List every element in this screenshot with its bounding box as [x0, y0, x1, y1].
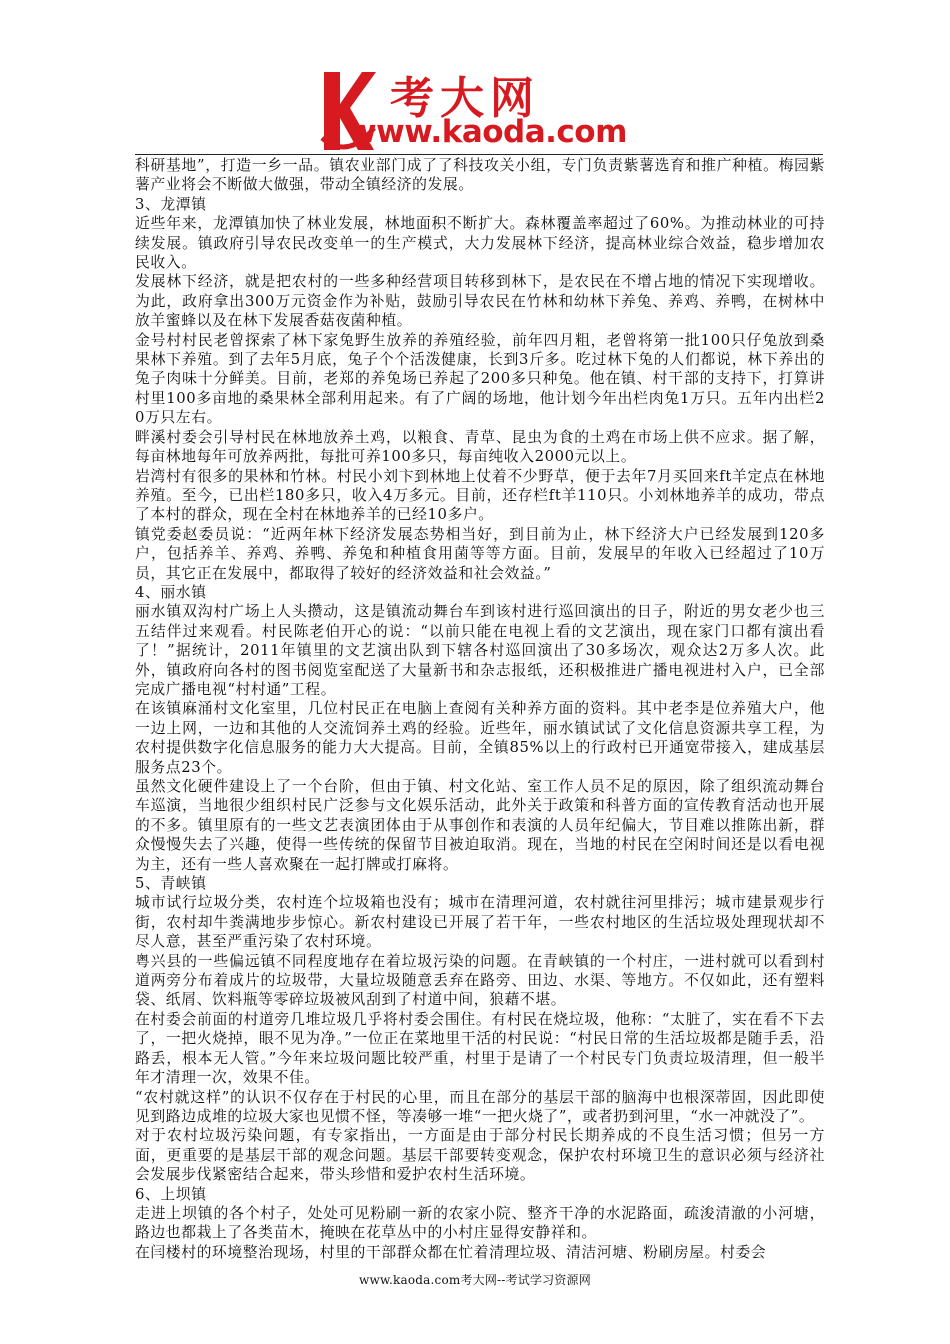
paragraph: 粤兴县的一些偏远镇不同程度地存在着垃圾污染的问题。在青峡镇的一个村庄，一进村就可以看到村道两旁分布着成片的垃圾带，大量垃圾随意丢弃在路旁、田边、水渠、等地方。不仅如此，还有塑料袋、纸屑、饮料瓶等零碎垃圾被风刮到了村道中间，狼藉不堪。 — [135, 952, 825, 1009]
paragraph: 虽然文化硬件建设上了一个台阶，但由于镇、村文化站、室工作人员不足的原因，除了组织流动舞台车巡演，当地很少组织村民广泛参与文化娱乐活动，此外关于政策和科普方面的宣传教育活动也开展的不多。镇里原有的一些文艺表演团体由于从事创作和表演的人员年纪偏大，节目难以推陈出新，群众慢慢失去了兴趣，使得一些传统的保留节目被迫取消。现在，当地的村民在空闲时间还是以看电视为主，还有一些人喜欢聚在一起打牌或打麻将。 — [135, 778, 825, 873]
paragraph: 畔溪村委会引导村民在林地放养土鸡，以粮食、青草、昆虫为食的土鸡在市场上供不应求。据了解，每亩林地每年可放养两批，每批可养100多只，每亩纯收入2000元以上。 — [135, 428, 825, 466]
paragraph: “农村就这样”的认识不仅存在于村民的心里，而且在部分的基层干部的脑海中也根深蒂固，因此即使见到路边成堆的垃圾大家也见惯不怪，等凑够一堆“一把火烧了”，或者扔到河里，“水一冲就没了”。 — [135, 1088, 825, 1125]
paragraph: 发展林下经济，就是把农村的一些多种经营项目转移到林下，是农民在不增占地的情况下实现增收。为此，政府拿出300万元资金作为补贴，鼓励引导农民在竹林和幼林下养兔、养鸡、养鸭，在树林中放羊蜜蜂以及在林下发展香菇夜菌种植。 — [135, 273, 825, 330]
header-divider — [135, 154, 823, 155]
paragraph: 岩湾村有很多的果林和竹林。村民小刘卞到林地上仗着不少野草，便于去年7月买回来ft羊定点在林地养殖。至今，已出栏180多只，收入4万多元。目前，还存栏ft羊110只。小刘林地养羊的成功，带点了本村的群众，现在全村在林地养羊的已经10多户。 — [135, 467, 825, 524]
paragraph: 城市试行垃圾分类，农村连个垃圾箱也没有；城市在清理河道，农村就往河里排污；城市建景观步行街，农村却牛粪满地步步惊心。新农村建设已开展了若干年，一些农村地区的生活垃圾处理现状却不尽人意，甚至严重污染了农村环境。 — [135, 894, 825, 951]
paragraph: 丽水镇双沟村广场上人头攒动，这是镇流动舞台车到该村进行巡回演出的日子，附近的男女老少也三五结伴过来观看。村民陈老伯开心的说：“以前只能在电视上看的文艺演出，现在家门口都有演出看了！”据统计，2011年镇里的文艺演出队到下辖各村巡回演出了30多场次，观众达2万多人次。此外，镇政府向各村的图书阅览室配送了大量新书和杂志报纸，还积极推进广播电视进村入户，已全部完成广播电视“村村通”工程。 — [135, 603, 825, 698]
section-heading: 5、青峡镇 — [135, 875, 207, 893]
logo-url: www.kaoda.com — [348, 114, 627, 150]
section-heading: 6、上坝镇 — [135, 1185, 207, 1203]
paragraph: 走进上坝镇的各个村子，处处可见粉刷一新的农家小院、整齐干净的水泥路面，疏浚清澈的小河塘，路边也都栽上了各类苗木，掩映在花草丛中的小村庄显得安静祥和。 — [135, 1204, 825, 1242]
paragraph: 在该镇麻涌村文化室里，几位村民正在电脑上查阅有关种养方面的资料。其中老李是位养殖大户，他一边上网，一边和其他的人交流饲养土鸡的经验。近些年，丽水镇试试了文化信息资源共享工程，为农村提供数字化信息服务的能力大大提高。目前，全镇85%以上的行政村已开通宽带接入，建成基层服务点23个。 — [135, 700, 825, 776]
paragraph: 镇党委赵委员说：“近两年林下经济发展态势相当好，到目前为止，林下经济大户已经发展到120多户，包括养羊、养鸡、养鸭、养兔和种植食用菌等等方面。目前，发展早的年收入已经超过了10万员，其它正在发展中，都取得了较好的经济效益和社会效益。” — [135, 525, 825, 582]
section-heading: 4、丽水镇 — [135, 583, 207, 601]
page-footer: www.kaoda.com考大网--考试学习资源网 — [359, 1273, 591, 1287]
article-body — [135, 156, 825, 1262]
paragraph: 对于农村垃圾污染问题，有专家指出，一方面是由于部分村民长期养成的不良生活习惯；但另一方面，更重要的是基层干部的观念问题。基层干部要转变观念，保护农村环境卫生的意识必须与经济社会发展步伐紧密结合起来，带头珍惜和爱护农村生活环境。 — [135, 1127, 825, 1184]
paragraph: 在闫楼村的环境整治现场，村里的干部群众都在忙着清理垃圾、清洁河塘、粉刷房屋。村委会 — [135, 1243, 767, 1261]
paragraph: 科研基地”，打造一乡一品。镇农业部门成了了科技攻关小组，专门负责紫薯选育和推广种植。梅园紫薯产业将会不断做大做强，带动全镇经济的发展。 — [135, 157, 825, 194]
paragraph: 金号村村民老曾探索了林下家兔野生放养的养殖经验，前年四月粗，老曾将第一批100只仔兔放到桑果林下养殖。到了去年5月底，兔子个个活泼健康，长到3斤多。吃过林下兔的人们都说，林下养出的兔子肉味十分鲜美。目前，老郑的养兔场已养起了200多只种兔。他在镇、村干部的支持下，打算讲村里100多亩地的桑果林全部利用起来。有了广阔的场地，他计划今年出栏肉兔1万只。五年内出栏20万只左右。 — [135, 331, 825, 427]
paragraph: 近些年来，龙潭镇加快了林业发展，林地面积不断扩大。森林覆盖率超过了60%。为推动林业的可持续发展。镇政府引导农民改变单一的生产模式，大力发展林下经济，提高林业综合效益，稳步增加农民收入。 — [135, 215, 825, 272]
site-logo[interactable] — [318, 62, 648, 154]
logo-title: 考大网 — [390, 73, 540, 124]
paragraph: 在村委会前面的村道旁几堆垃圾几乎将村委会围住。有村民在烧垃圾，他称：“太脏了，实在看不下去了，一把火烧掉，眼不见为净。”一位正在菜地里干活的村民说：“村民日常的生活垃圾都是随手丢，沿路丢，根本无人管。”今年来垃圾问题比较严重，村里于是请了一个村民专门负责垃圾清理，但一般半年才清理一次，效果不佳。 — [135, 1010, 825, 1087]
section-heading: 3、龙潭镇 — [135, 195, 207, 213]
